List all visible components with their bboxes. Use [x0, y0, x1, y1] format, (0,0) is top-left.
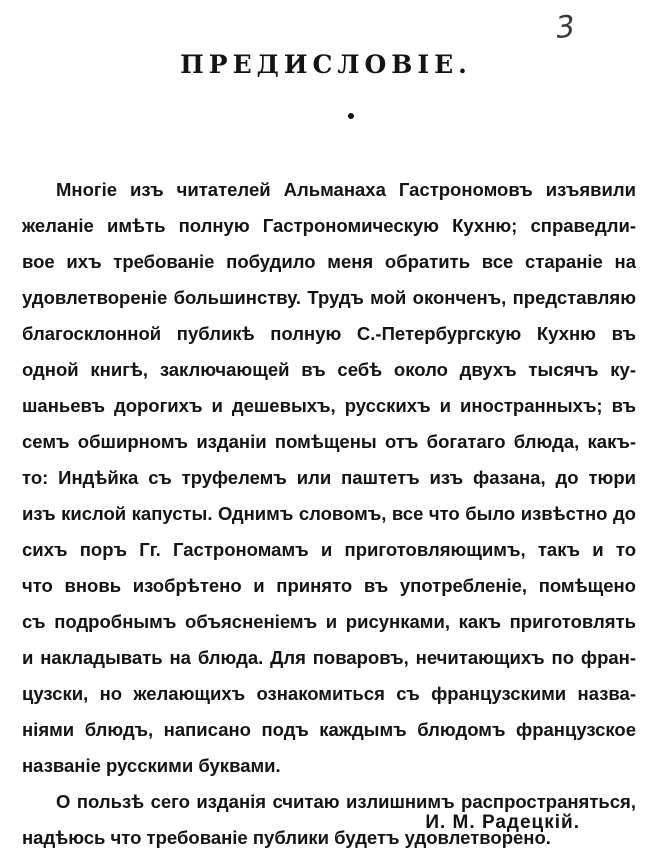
text-line: семъ обширномъ изданіи помѣщены отъ богатаго блюда, какъ-	[22, 431, 636, 452]
text-line: съ подробнымъ объясненіемъ и рисунками, какъ приготовлять	[22, 611, 636, 632]
paragraph	[22, 172, 636, 784]
ornament-dot	[348, 113, 354, 119]
text-line: надѣюсь что требованіе публики будетъ удовлетворено.	[22, 827, 551, 848]
text-line: ніями блюдъ, написано подъ каждымъ блюдомъ французское	[22, 719, 636, 740]
text-line: изъ кислой капусты. Однимъ словомъ, все что было извѣстно до	[22, 503, 636, 524]
text-line: благосклонной публикѣ полную С.-Петербургскую Кухню въ	[22, 323, 636, 344]
text-line: шаньевъ дорогихъ и дешевыхъ, русскихъ и иностранныхъ; въ	[22, 395, 636, 416]
text-line: цузски, но желающихъ ознакомиться съ французскими назва-	[22, 683, 636, 704]
text-line: что вновь изобрѣтено и принято въ употребленіе, помѣщено	[22, 575, 636, 596]
page-title: ПРЕДИСЛОВІЕ.	[180, 50, 472, 79]
text-line: желаніе имѣть полную Гастрономическую Кухню; справедли-	[22, 215, 636, 236]
text-line: Многіе изъ читателей Альманаха Гастрономовъ изъявили	[56, 179, 636, 200]
text-line: и накладывать на блюда. Для поваровъ, нечитающихъ по фран-	[22, 647, 636, 668]
text-line: вое ихъ требованіе побудило меня обратить все стараніе на	[22, 251, 636, 272]
preface-body	[22, 172, 636, 856]
text-line: названіе русскими буквами.	[22, 755, 281, 776]
text-line: О пользѣ сего изданія считаю излишнимъ распространяться,	[56, 791, 636, 812]
text-line: удовлетвореніе большинству. Трудъ мой оконченъ, представляю	[22, 287, 636, 308]
author-signature: И. М. Радецкій.	[425, 812, 580, 833]
text-line: одной книгѣ, заключающей въ себѣ около двухъ тысячъ ку-	[22, 359, 636, 380]
text-line: сихъ поръ Гг. Гастрономамъ и приготовляющимъ, такъ и то	[22, 539, 636, 560]
text-line: то: Индѣйка съ труфелемъ или паштетъ изъ фазана, до тюри	[22, 467, 636, 488]
page-number: 3	[554, 9, 577, 46]
